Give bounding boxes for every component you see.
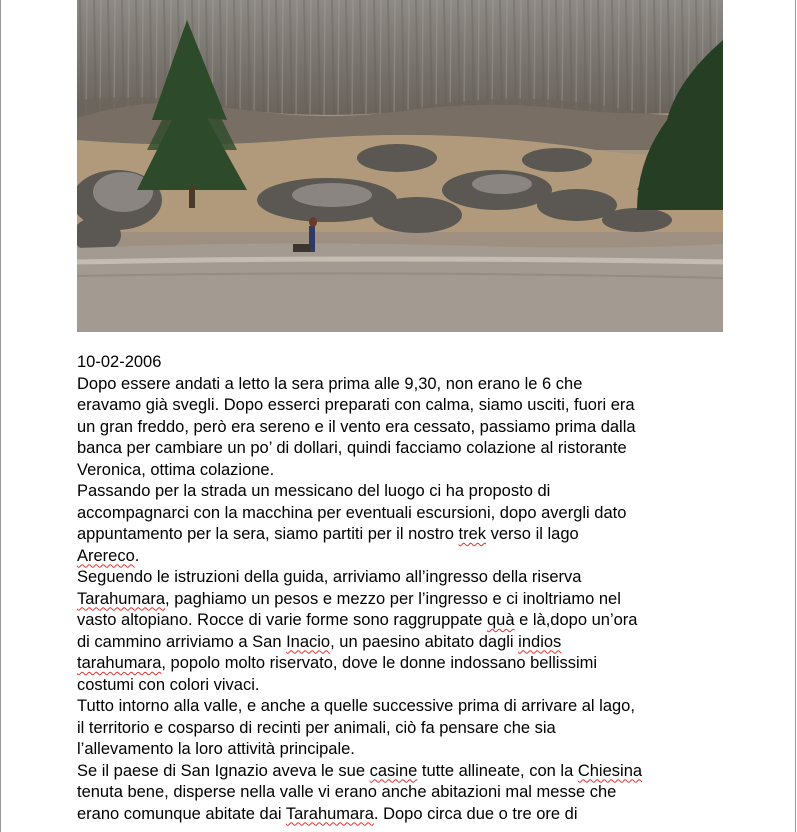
date-line: 10-02-2006 xyxy=(77,353,162,371)
page-left-edge xyxy=(0,0,1,832)
text-run: , un paesino abitato dagli xyxy=(330,632,519,651)
document-text xyxy=(77,352,737,825)
spell-flagged-word: trek xyxy=(458,525,487,543)
page-right-edge xyxy=(795,0,796,832)
text-run: Dopo essere andati a letto la sera prima alle 9,30, non erano le 6 che eravamo già svegli. Dopo esserci preparati con calma, siamo usciti, fuori era un gran freddo, però era sereno e il vento era cessato, passiamo prima dalla banca per cambiare un po’ di dollari, quindi facciamo colazione al ristorante Veronica, ottima colazione. xyxy=(77,374,636,479)
paragraph-3 xyxy=(77,567,737,696)
spell-flagged-word: Tarahumara xyxy=(285,804,374,823)
spell-flagged-word: Tarahumara xyxy=(77,589,166,608)
text-run: tutte allineate, con la xyxy=(417,761,578,780)
paragraph-4 xyxy=(77,696,737,761)
text-run: , popolo molto riservato, dove le donne indossano bellissimi costumi con colori vivaci. xyxy=(77,654,598,694)
spell-flagged-word: Chiesina xyxy=(577,761,643,780)
rocky-valley-photo xyxy=(77,0,723,332)
text-run: , paghiamo un pesos e mezzo per l’ingresso e ci inoltriamo nel vasto altopiano. Rocce di varie forme sono raggruppate xyxy=(77,589,621,629)
spell-flagged-word: Arereco xyxy=(77,546,135,565)
spell-flagged-word: Inacio xyxy=(286,632,331,651)
spell-flagged-word: casine xyxy=(369,761,418,780)
text-run: Se il paese di San Ignazio aveva le sue xyxy=(77,761,370,780)
text-run: Tutto intorno alla valle, e anche a quelle successive prima di arrivare al lago, il territorio e cosparso di recinti per animali, ciò fa pensare che sia l’allevamento la loro attività principale. xyxy=(77,697,635,758)
text-run: e là,dopo un’ora di cammino arriviamo a San xyxy=(77,611,638,651)
text-run: Seguendo le istruzioni della guida, arriviamo all’ingresso della riserva xyxy=(77,568,582,586)
text-run: . xyxy=(134,546,140,565)
paragraph-1 xyxy=(77,374,737,482)
paragraph-2 xyxy=(77,481,737,567)
text-run: verso il lago xyxy=(490,525,579,543)
spell-flagged-word: quà xyxy=(487,611,515,629)
text-run: tenuta bene, disperse nella valle vi erano anche abitazioni mal messe che erano comunque abitate dai xyxy=(77,783,617,823)
text-run: . Dopo circa due o tre ore di xyxy=(373,804,578,823)
spell-flagged-word: indios xyxy=(518,632,562,651)
text-run: Passando per la strada un messicano del luogo ci ha proposto di accompagnarci con la macchina per eventuali escursioni, dopo avergli dato appuntamento per la sera, siamo partiti per il nostro xyxy=(77,482,627,543)
paragraph-5 xyxy=(77,761,737,826)
spell-flagged-word: tarahumara xyxy=(77,654,162,672)
